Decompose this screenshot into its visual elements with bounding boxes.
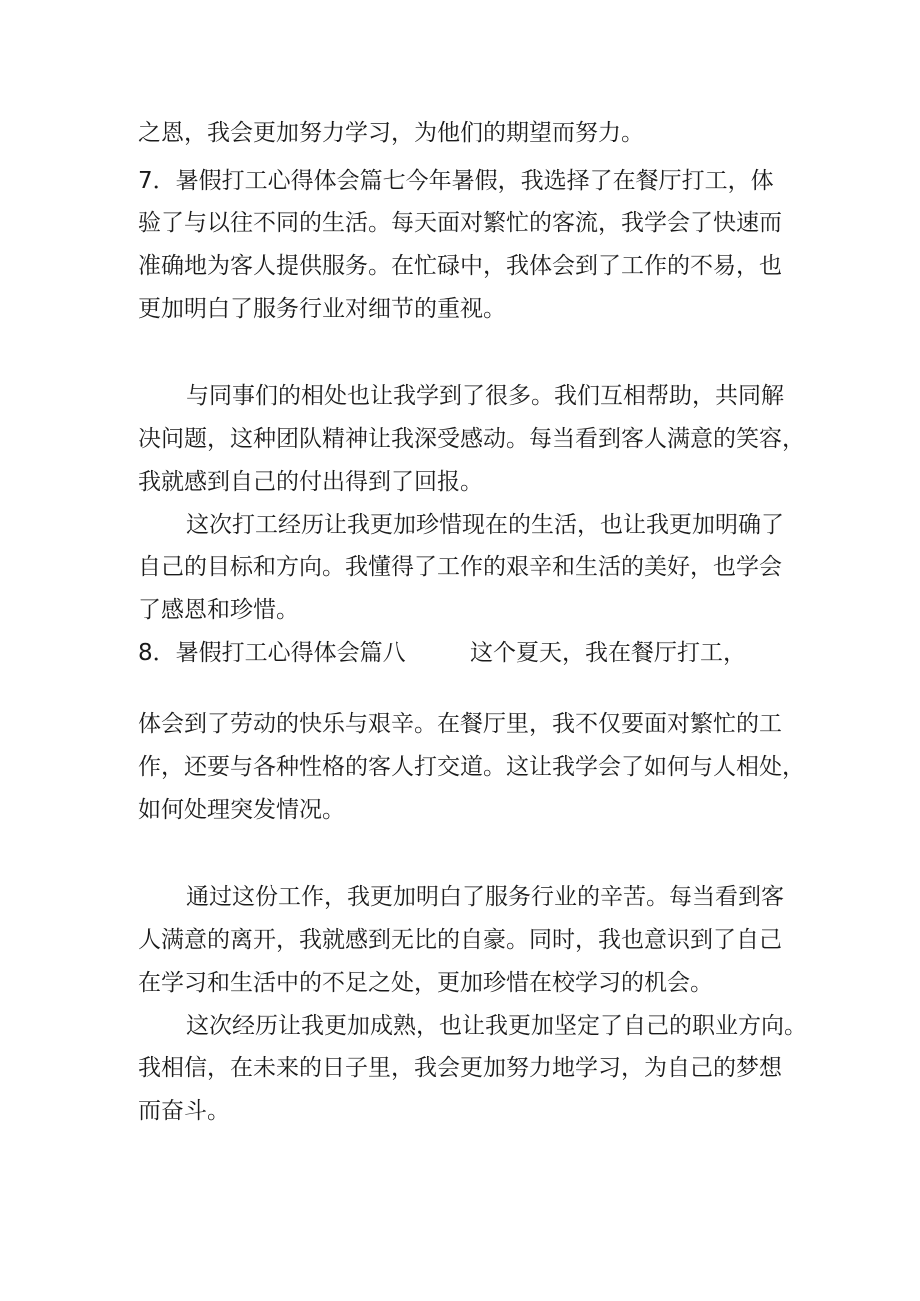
text-line: 验了与以往不同的生活。每天面对繁忙的客流，我学会了快速而 — [138, 210, 782, 236]
section-7-heading-line: 7．暑假打工心得体会篇七今年暑假，我选择了在餐厅打工，体 — [138, 168, 774, 194]
paragraph-start-line: 这次经历让我更加成熟，也让我更加坚定了自己的职业方向。 — [186, 1013, 807, 1039]
text-line: 作，还要与各种性格的客人打交道。这让我学会了如何与人相处， — [138, 754, 805, 780]
paragraph-start-line: 通过这份工作，我更加明白了服务行业的辛苦。每当看到客 — [186, 884, 784, 910]
text-line: 更加明白了服务行业对细节的重视。 — [138, 296, 506, 322]
text-line: 自己的目标和方向。我懂得了工作的艰辛和生活的美好，也学会 — [138, 554, 782, 580]
paragraph-start-line: 这次打工经历让我更加珍惜现在的生活，也让我更加明确了 — [186, 512, 784, 538]
text-line: 之恩，我会更加努力学习，为他们的期望而努力。 — [138, 120, 644, 146]
section-8-intro: 这个夏天，我在餐厅打工， — [470, 640, 746, 666]
text-line: 决问题，这种团队精神让我深受感动。每当看到客人满意的笑容， — [138, 426, 805, 452]
text-line: 人满意的离开，我就感到无比的自豪。同时，我也意识到了自己 — [138, 927, 782, 953]
text-line: 准确地为客人提供服务。在忙碌中，我体会到了工作的不易，也 — [138, 253, 782, 279]
section-8-heading: 8．暑假打工心得体会篇八 — [138, 640, 406, 666]
text-line: 如何处理突发情况。 — [138, 797, 345, 823]
text-line: 了感恩和珍惜。 — [138, 597, 299, 623]
text-line: 我相信，在未来的日子里，我会更加努力地学习，为自己的梦想 — [138, 1055, 782, 1081]
text-line: 在学习和生活中的不足之处，更加珍惜在校学习的机会。 — [138, 970, 713, 996]
text-line: 体会到了劳动的快乐与艰辛。在餐厅里，我不仅要面对繁忙的工 — [138, 711, 782, 737]
paragraph-start-line: 与同事们的相处也让我学到了很多。我们互相帮助，共同解 — [186, 383, 784, 409]
text-line: 而奋斗。 — [138, 1098, 230, 1124]
text-line: 我就感到自己的付出得到了回报。 — [138, 469, 483, 495]
